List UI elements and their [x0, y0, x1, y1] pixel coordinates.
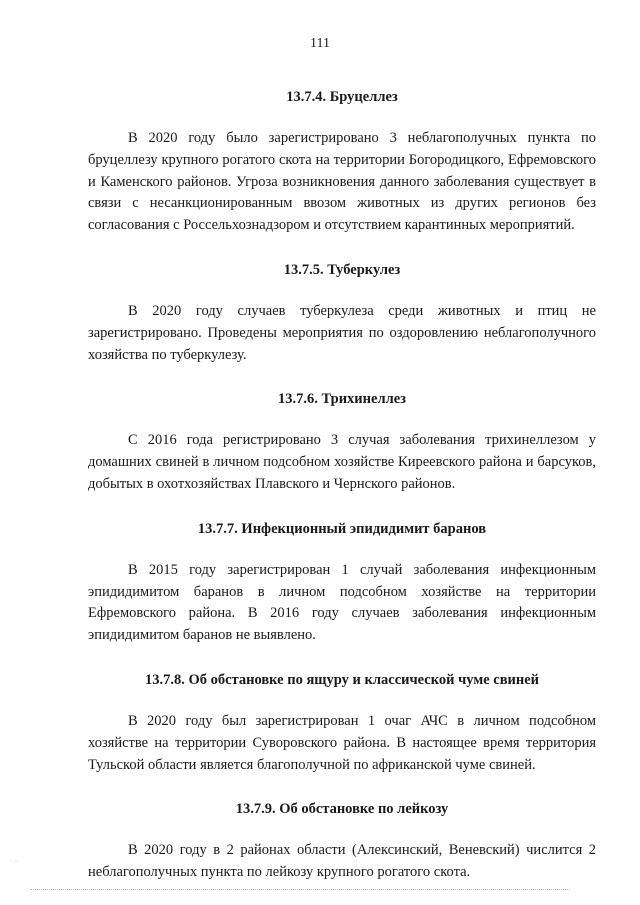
document-body: [88, 86, 596, 884]
section-paragraph-brucellosis: В 2020 году было зарегистрировано 3 неблагополучных пункта по бруцеллезу крупного рогатого скота на территории Богородицкого, Ефремовского и Каменского районов. Угроза возникновения данного заболевания существует в связи с несанкционированным ввозом животных из других регионов без согласования с Россельхознадзором и отсутствием карантинных мероприятий.: [88, 130, 596, 234]
scan-margin-mark: · .·.: [10, 858, 19, 864]
section-heading-leukosis: 13.7.9. Об обстановке по лейкозу: [235, 801, 449, 818]
section-heading-trichinellosis: 13.7.6. Трихинеллез: [278, 391, 406, 408]
section-paragraph-leukosis: В 2020 году в 2 районах области (Алексинский, Веневский) числится 2 неблагополучных пункта по лейкозу крупного рогатого скота.: [88, 842, 596, 881]
section-paragraph-trichinellosis: С 2016 года регистрировано 3 случая заболевания трихинеллезом у домашних свиней в личном подсобном хозяйстве Киреевского района и барсуков, добытых в охотхозяйствах Плавского и Чернского районов.: [88, 432, 596, 492]
section-heading-epididymitis: 13.7.7. Инфекционный эпидидимит баранов: [197, 520, 487, 537]
footer-divider: [30, 889, 570, 890]
section-heading-brucellosis: 13.7.4. Бруцеллез: [286, 89, 398, 105]
page-number: 111: [310, 36, 330, 51]
section-paragraph-tuberculosis: В 2020 году случаев туберкулеза среди животных и птиц не зарегистрировано. Проведены мероприятия по оздоровлению неблагополучного хозяйства по туберкулезу.: [88, 302, 596, 363]
section-heading-fmd-swine-fever: 13.7.8. Об обстановке по ящуру и классической чуме свиней: [144, 671, 540, 688]
section-paragraph-fmd-swine-fever: В 2020 году был зарегистрирован 1 очаг АЧС в личном подсобном хозяйстве на территории Суворовского района. В настоящее время территория Тульской области является благополучной по африканской чуме свиней.: [88, 712, 596, 773]
section-heading-tuberculosis: 13.7.5. Туберкулез: [283, 261, 401, 278]
section-paragraph-epididymitis: В 2015 году зарегистрирован 1 случай заболевания инфекционным эпидидимитом баранов в личном подсобном хозяйстве на территории Ефремовского района. В 2016 году случаев заболевания инфекционным эпидидимитом баранов не выявлено.: [88, 561, 596, 644]
